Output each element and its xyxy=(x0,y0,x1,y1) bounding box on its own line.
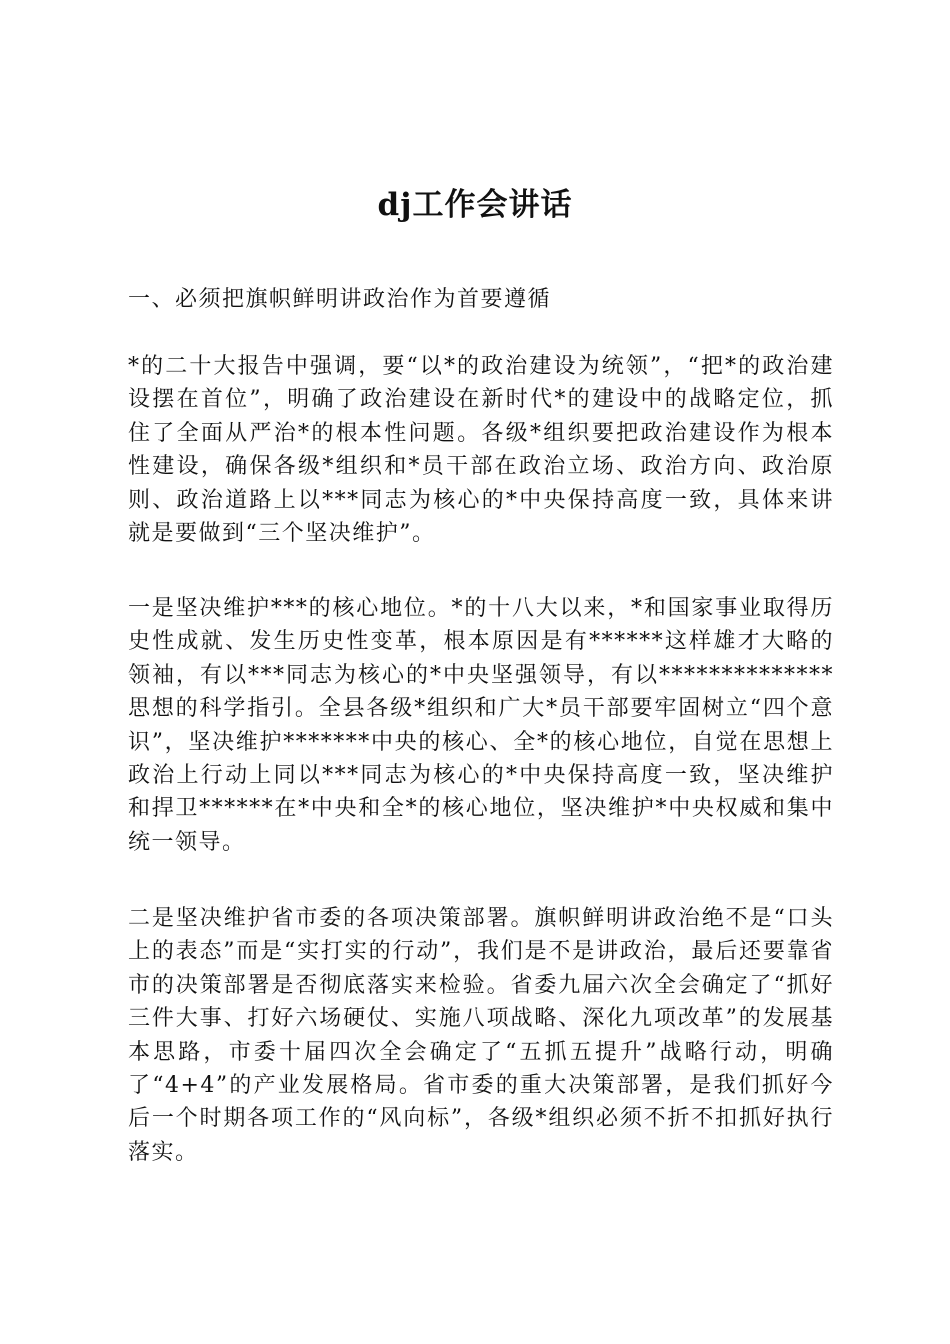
paragraph-1: *的二十大报告中强调，要“以*的政治建设为统领”，“把*的政治建设摆在首位”，明确了政治建设在新时代*的建设中的战略定位，抓住了全面从严治*的根本性问题。各级*组织要把政治建设作为根本性建设，确保各级*组织和*员干部在政治立场、政治方向、政治原则、政治道路上以***同志为核心的*中央保持高度一致，具体来讲就是要做到“三个坚决维护”。 xyxy=(128,354,834,547)
paragraph-3: 二是坚决维护省市委的各项决策部署。旗帜鲜明讲政治绝不是“口头上的表态”而是“实打实的行动”，我们是不是讲政治，最后还要靠省市的决策部署是否彻底落实来检验。省委九届六次全会确定了“抓好三件大事、打好六场硬仗、实施八项战略、深化九项改革”的发展基本思路，市委十届四次全会确定了“五抓五提升”战略行动，明确了“4+4”的产业发展格局。省市委的重大决策部署，是我们抓好今后一个时期各项工作的“风向标”，各级*组织必须不折不扣抓好执行落实。 xyxy=(128,906,834,1165)
paragraph-2: 一是坚决维护***的核心地位。*的十八大以来，*和国家事业取得历史性成就、发生历史性变革，根本原因是有******这样雄才大略的领袖，有以***同志为核心的*中央坚强领导，有以**************思想的科学指引。全县各级*组织和广大*员干部要牢固树立“四个意识”，坚决维护*******中央的核心、全*的核心地位，自觉在思想上政治上行动上同以***同志为核心的*中央保持高度一致，坚决维护和捍卫******在*中央和全*的核心地位，坚决维护*中央权威和集中统一领导。 xyxy=(128,596,834,855)
section-heading: 一、必须把旗帜鲜明讲政治作为首要遵循 xyxy=(128,287,552,312)
document-title: dj工作会讲话 xyxy=(377,187,573,223)
